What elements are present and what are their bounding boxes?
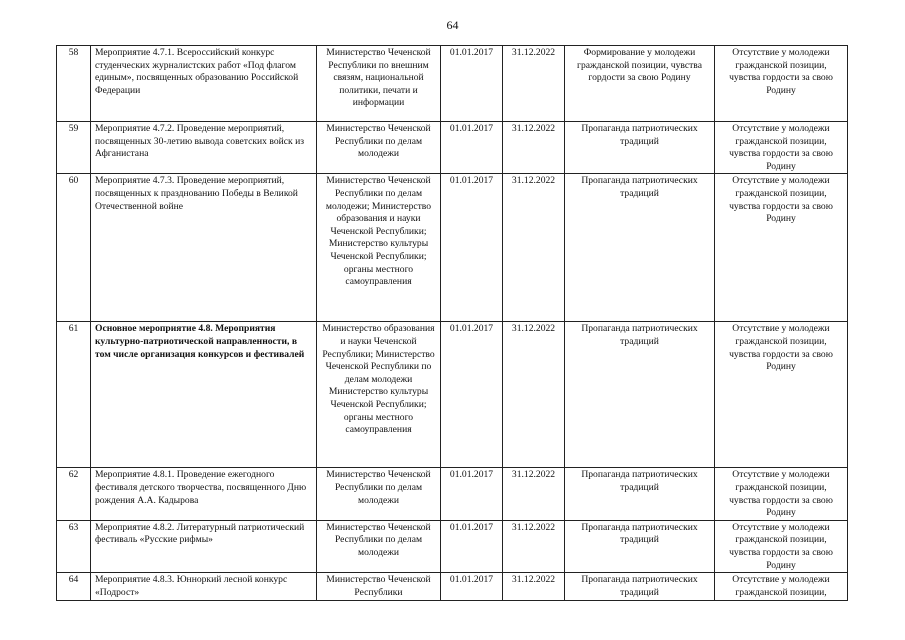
expected-result-cell: Пропаганда патриотических традиций bbox=[565, 322, 715, 468]
start-date-cell: 01.01.2017 bbox=[441, 520, 503, 572]
table-row bbox=[57, 174, 848, 322]
executor-cell: Министерство Чеченской Республики по делам молодежи; Министерство образования и науки Чеченской Республики; Министерство культуры Чеченской Республики; органы местного самоуправления bbox=[317, 174, 441, 322]
expected-result-cell: Формирование у молодежи гражданской позиции, чувства гордости за свою Родину bbox=[565, 46, 715, 122]
end-date-cell: 31.12.2022 bbox=[503, 322, 565, 468]
measure-name-cell: Мероприятие 4.7.1. Всероссийский конкурс студенческих журналистских работ «Под флагом единым», посвященных образованию Российской Федерации bbox=[91, 46, 317, 122]
consequence-cell: Отсутствие у молодежи гражданской позиции, чувства гордости за свою Родину bbox=[715, 468, 848, 520]
end-date-cell: 31.12.2022 bbox=[503, 520, 565, 572]
table-row bbox=[57, 573, 848, 601]
expected-result-cell: Пропаганда патриотических традиций bbox=[565, 520, 715, 572]
end-date-cell: 31.12.2022 bbox=[503, 46, 565, 122]
table-row bbox=[57, 122, 848, 174]
start-date-cell: 01.01.2017 bbox=[441, 46, 503, 122]
executor-cell: Министерство Чеченской Республики по делам молодежи bbox=[317, 122, 441, 174]
consequence-cell: Отсутствие у молодежи гражданской позиции, чувства гордости за свою Родину bbox=[715, 520, 848, 572]
row-number-cell: 64 bbox=[57, 573, 91, 601]
table-row bbox=[57, 520, 848, 572]
row-number-cell: 59 bbox=[57, 122, 91, 174]
start-date-cell: 01.01.2017 bbox=[441, 468, 503, 520]
executor-cell: Министерство Чеченской Республики по делам молодежи bbox=[317, 468, 441, 520]
executor-cell: Министерство Чеченской Республики bbox=[317, 573, 441, 601]
start-date-cell: 01.01.2017 bbox=[441, 122, 503, 174]
start-date-cell: 01.01.2017 bbox=[441, 573, 503, 601]
consequence-cell: Отсутствие у молодежи гражданской позиции, чувства гордости за свою Родину bbox=[715, 174, 848, 322]
row-number-cell: 62 bbox=[57, 468, 91, 520]
row-number-cell: 63 bbox=[57, 520, 91, 572]
expected-result-cell: Пропаганда патриотических традиций bbox=[565, 174, 715, 322]
consequence-cell: Отсутствие у молодежи гражданской позиции, bbox=[715, 573, 848, 601]
row-number-cell: 61 bbox=[57, 322, 91, 468]
end-date-cell: 31.12.2022 bbox=[503, 174, 565, 322]
measure-name-cell: Мероприятие 4.8.3. Юнноркий лесной конкурс «Подрост» bbox=[91, 573, 317, 601]
expected-result-cell: Пропаганда патриотических традиций bbox=[565, 573, 715, 601]
table-row bbox=[57, 468, 848, 520]
end-date-cell: 31.12.2022 bbox=[503, 122, 565, 174]
consequence-cell: Отсутствие у молодежи гражданской позиции, чувства гордости за свою Родину bbox=[715, 122, 848, 174]
consequence-cell: Отсутствие у молодежи гражданской позиции, чувства гордости за свою Родину bbox=[715, 46, 848, 122]
expected-result-cell: Пропаганда патриотических традиций bbox=[565, 122, 715, 174]
consequence-cell: Отсутствие у молодежи гражданской позиции, чувства гордости за свою Родину bbox=[715, 322, 848, 468]
measure-name-cell: Мероприятие 4.7.3. Проведение мероприятий, посвященных к празднованию Победы в Великой Отечественной войне bbox=[91, 174, 317, 322]
table-row bbox=[57, 322, 848, 468]
measure-name-cell: Мероприятие 4.8.1. Проведение ежегодного фестиваля детского творчества, посвященного Дню рождения А.А. Кадырова bbox=[91, 468, 317, 520]
page-number: 64 bbox=[446, 18, 459, 32]
expected-result-cell: Пропаганда патриотических традиций bbox=[565, 468, 715, 520]
executor-cell: Министерство образования и науки Чеченской Республики; Министерство Чеченской Республики по делам молодежи Министерство культуры Чеченской Республики; органы местного самоуправления bbox=[317, 322, 441, 468]
measure-name-cell: Мероприятие 4.8.2. Литературный патриотический фестиваль «Русские рифмы» bbox=[91, 520, 317, 572]
row-number-cell: 60 bbox=[57, 174, 91, 322]
end-date-cell: 31.12.2022 bbox=[503, 573, 565, 601]
row-number-cell: 58 bbox=[57, 46, 91, 122]
start-date-cell: 01.01.2017 bbox=[441, 322, 503, 468]
end-date-cell: 31.12.2022 bbox=[503, 468, 565, 520]
table-row bbox=[57, 46, 848, 122]
executor-cell: Министерство Чеченской Республики по делам молодежи bbox=[317, 520, 441, 572]
start-date-cell: 01.01.2017 bbox=[441, 174, 503, 322]
measure-name-cell: Мероприятие 4.7.2. Проведение мероприятий, посвященных 30-летию вывода советских войск из Афганистана bbox=[91, 122, 317, 174]
measure-name-cell: Основное мероприятие 4.8. Мероприятия культурно-патриотической направленности, в том числе организация конкурсов и фестивалей bbox=[91, 322, 317, 468]
executor-cell: Министерство Чеченской Республики по внешним связям, национальной политики, печати и информации bbox=[317, 46, 441, 122]
measures-table bbox=[56, 45, 848, 601]
